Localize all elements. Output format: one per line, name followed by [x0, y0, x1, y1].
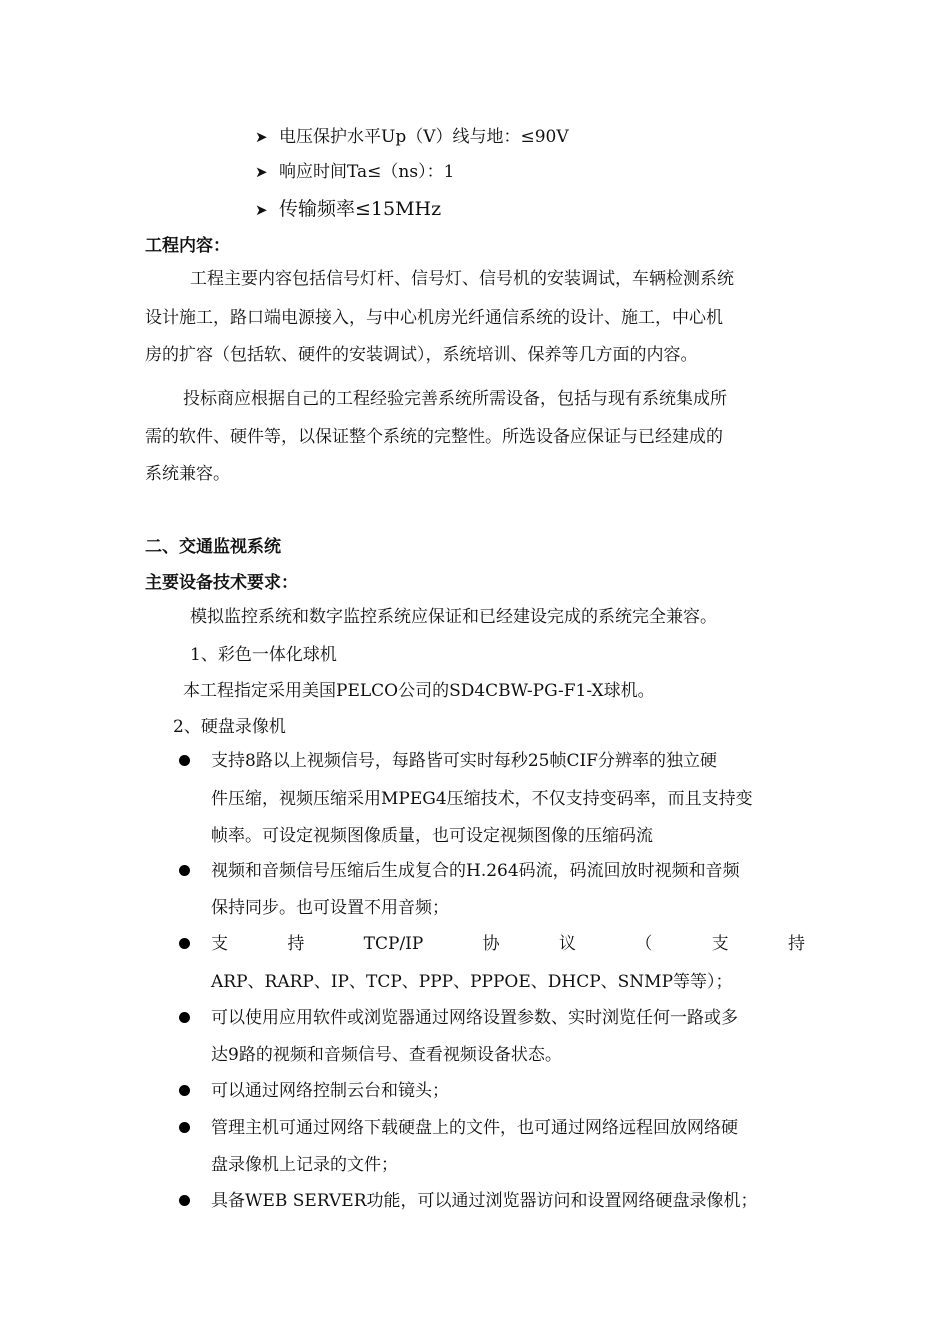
bullet-dot-icon	[179, 1122, 190, 1133]
bullet-line: 管理主机可通过网络下载硬盘上的文件，也可通过网络远程回放网络硬	[211, 1118, 738, 1138]
bullet-dot-icon	[179, 755, 190, 766]
spec-item-frequency: 传输频率≤15MHz	[279, 198, 442, 220]
spec-item-voltage: 电压保护水平Up（V）线与地：≤90V	[279, 127, 569, 147]
paragraph-line: 设计施工，路口端电源接入，与中心机房光纤通信系统的设计、施工，中心机	[145, 308, 723, 328]
bullet-line: 视频和音频信号压缩后生成复合的H.264码流，码流回放时视频和音频	[211, 861, 740, 881]
item1-text: 本工程指定采用美国PELCO公司的SD4CBW-PG-F1-X球机。	[183, 681, 655, 701]
justified-word: 议	[558, 934, 576, 954]
item1-title: 1、彩色一体化球机	[190, 645, 337, 665]
justified-word: 持	[287, 934, 305, 954]
bullet-dot-icon	[179, 938, 190, 949]
bullet-line: 支持8路以上视频信号，每路皆可实时每秒25帧CIF分辨率的独立硬	[211, 751, 717, 771]
paragraph-line: 需的软件、硬件等，以保证整个系统的完整性。所选设备应保证与已经建成的	[145, 427, 723, 447]
bullet-line: 件压缩，视频压缩采用MPEG4压缩技术，不仅支持变码率，而且支持变	[211, 789, 753, 809]
arrow-bullet-icon: ➤	[255, 201, 268, 219]
section-subheading: 主要设备技术要求：	[145, 573, 298, 593]
spec-item-response-time: 响应时间Ta≤（ns）：1	[279, 162, 455, 182]
bullet-line: 达9路的视频和音频信号、查看视频设备状态。	[211, 1045, 562, 1065]
bullet-dot-icon	[179, 1012, 190, 1023]
justified-word: （	[635, 934, 653, 954]
bullet-line: 具备WEB SERVER功能，可以通过浏览器访问和设置网络硬盘录像机；	[211, 1191, 758, 1211]
justified-word: 持	[787, 934, 805, 954]
section-intro: 模拟监控系统和数字监控系统应保证和已经建设完成的系统完全兼容。	[190, 607, 717, 627]
bullet-justified-line	[211, 934, 805, 954]
justified-word: 协	[482, 934, 500, 954]
paragraph-line: 工程主要内容包括信号灯杆、信号灯、信号机的安装调试，车辆检测系统	[190, 269, 734, 289]
bullet-line: 可以使用应用软件或浏览器通过网络设置参数、实时浏览任何一路或多	[211, 1008, 738, 1028]
arrow-bullet-icon: ➤	[255, 163, 268, 181]
project-content-heading: 工程内容：	[145, 236, 230, 256]
justified-word: 支	[711, 934, 729, 954]
bullet-line: 帧率。可设定视频图像质量，也可设定视频图像的压缩码流	[211, 826, 653, 846]
justified-word: 支	[211, 934, 228, 954]
bullet-line: 盘录像机上记录的文件；	[211, 1155, 398, 1175]
bullet-dot-icon	[179, 1085, 190, 1096]
section-heading: 二、交通监视系统	[145, 537, 281, 557]
item2-title: 2、硬盘录像机	[173, 717, 286, 737]
bullet-line: 保持同步。也可设置不用音频；	[211, 898, 449, 918]
bullet-dot-icon	[179, 1195, 190, 1206]
paragraph-line: 房的扩容（包括软、硬件的安装调试），系统培训、保养等几方面的内容。	[145, 345, 698, 365]
bullet-line: ARP、RARP、IP、TCP、PPP、PPPOE、DHCP、SNMP等等）；	[211, 972, 733, 992]
justified-word: TCP/IP	[363, 934, 424, 954]
paragraph-line: 系统兼容。	[145, 464, 230, 484]
paragraph-line: 投标商应根据自己的工程经验完善系统所需设备，包括与现有系统集成所	[183, 389, 727, 409]
bullet-dot-icon	[179, 865, 190, 876]
arrow-bullet-icon: ➤	[255, 128, 268, 146]
bullet-line: 可以通过网络控制云台和镜头；	[211, 1081, 449, 1101]
